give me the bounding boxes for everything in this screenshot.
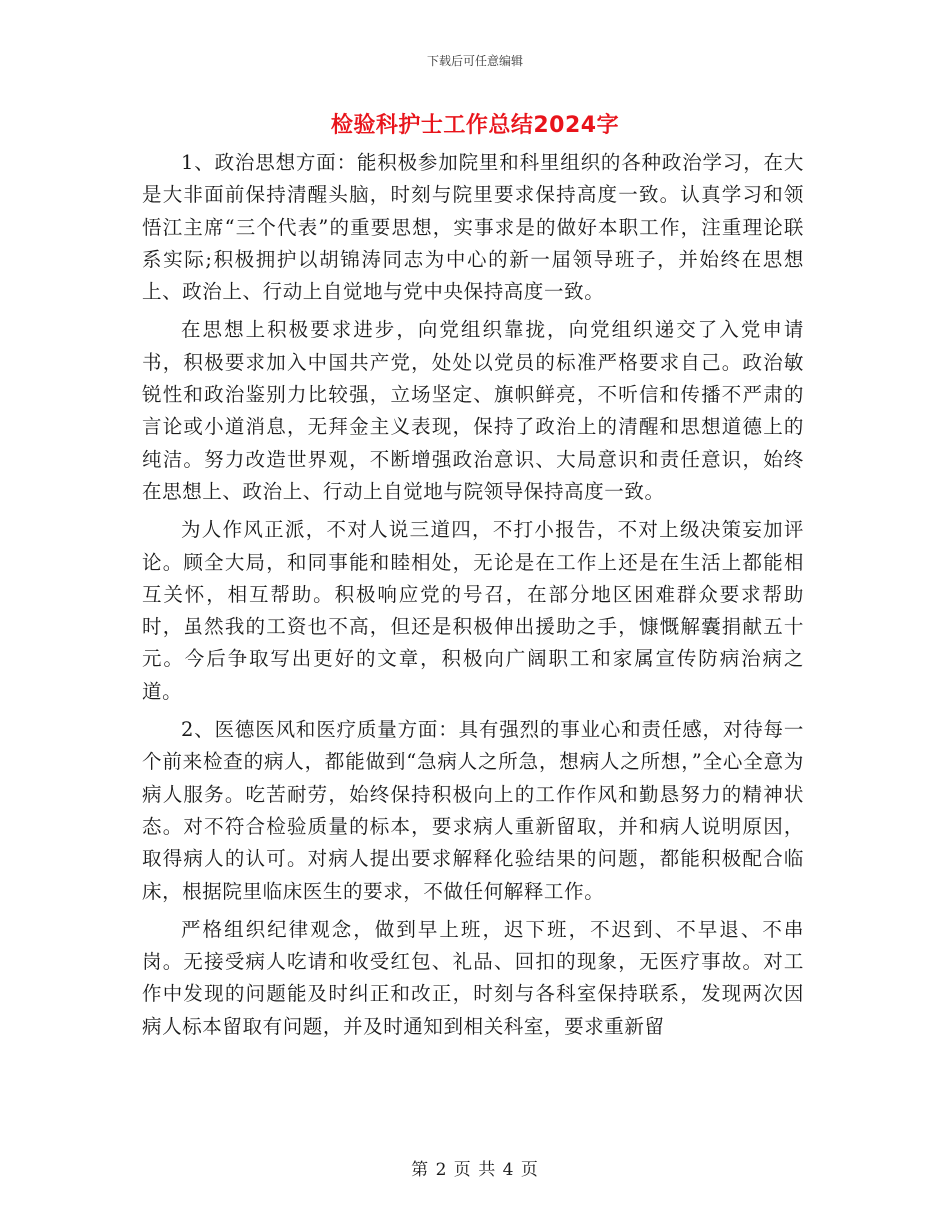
paragraph-party-application: 在思想上积极要求进步，向党组织靠拢，向党组织递交了入党申请书，积极要求加入中国共产党，处处以党员的标准严格要求自己。政治敏锐性和政治鉴别力比较强，立场坚定、旗帜鲜亮，不听信和传播不严肃的言论或小道消息，无拜金主义表现，保持了政治上的清醒和思想道德上的纯洁。努力改造世界观，不断增强政治意识、大局意识和责任意识，始终在思想上、政治上、行动上自觉地与院领导保持高度一致。 (142, 318, 804, 503)
page-number-footer: 第 2 页 共 4 页 (411, 1160, 539, 1180)
page-header-note: 下载后可任意编辑 (426, 54, 523, 68)
paragraph-conduct: 为人作风正派，不对人说三道四，不打小报告，不对上级决策妄加评论。顾全大局，和同事能和睦相处，无论是在工作上还是在生活上都能相互关怀，相互帮助。积极响应党的号召，在部分地区困难群众要求帮助时，虽然我的工资也不高，但还是积极伸出援助之手，慷慨解囊捐献五十元。今后争取写出更好的文章，积极向广阔职工和家属宣传防病治病之道。 (142, 518, 804, 703)
paragraph-medical-ethics: 2、医德医风和医疗质量方面：具有强烈的事业心和责任感，对待每一个前来检查的病人，都能做到“急病人之所急，想病人之所想，”全心全意为病人服务。吃苦耐劳，始终保持积极向上的工作作风和勤恳努力的精神状态。对不符合检验质量的标本，要求病人重新留取，并和病人说明原因，取得病人的认可。对病人提出要求解释化验结果的问题，都能积极配合临床，根据院里临床医生的要求，不做任何解释工作。 (142, 718, 804, 903)
document-body (142, 147, 804, 1049)
paragraph-political-thought: 1、政治思想方面：能积极参加院里和科里组织的各种政治学习，在大是大非面前保持清醒头脑，时刻与院里要求保持高度一致。认真学习和领悟江主席“三个代表”的重要思想，实事求是的做好本职工作，注重理论联系实际;积极拥护以胡锦涛同志为中心的新一届领导班子，并始终在思想上、政治上、行动上自觉地与党中央保持高度一致。 (142, 151, 804, 304)
document-title: 检验科护士工作总结2024字 (330, 113, 620, 138)
paragraph-discipline: 严格组织纪律观念，做到早上班，迟下班，不迟到、不早退、不串岗。无接受病人吃请和收受红包、礼品、回扣的现象，无医疗事故。对工作中发现的问题能及时纠正和改正，时刻与各科室保持联系，发现两次因病人标本留取有问题，并及时通知到相关科室，要求重新留 (142, 917, 804, 1038)
